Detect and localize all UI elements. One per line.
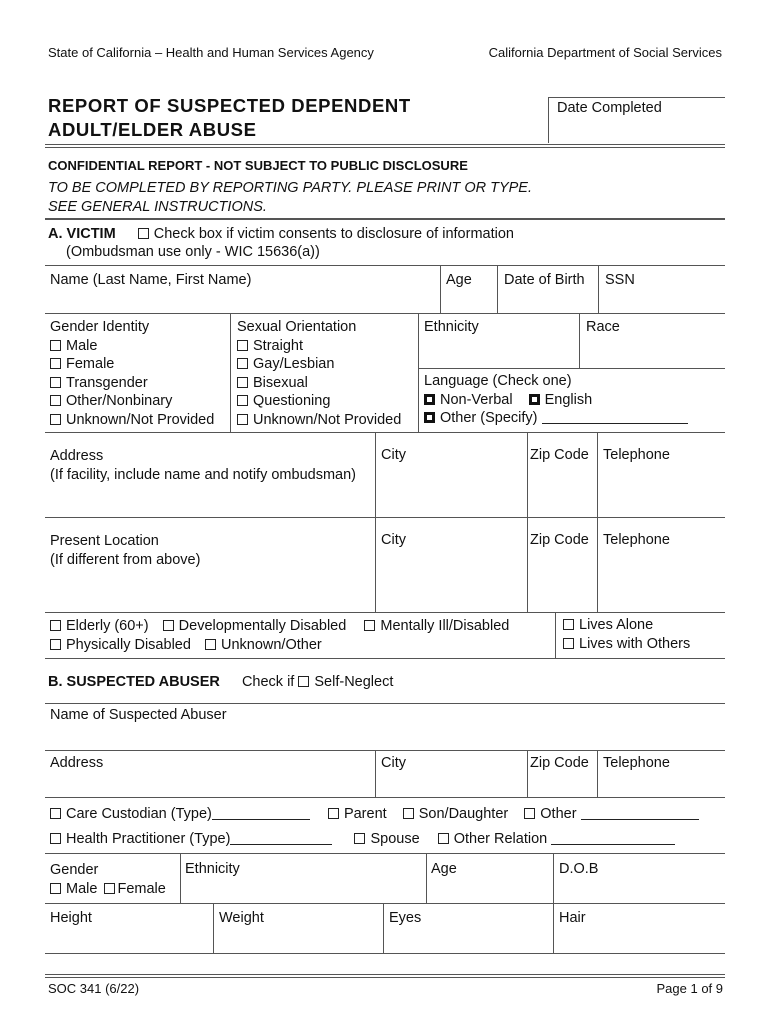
- other-checkbox[interactable]: Other: [524, 806, 698, 822]
- present-zip-field[interactable]: Zip Code: [530, 532, 589, 548]
- abuser-height-field[interactable]: Height: [50, 910, 92, 926]
- abuser-hair-field[interactable]: Hair: [559, 910, 586, 926]
- gender-option-other[interactable]: Other/Nonbinary: [50, 392, 214, 411]
- abuser-zip-field[interactable]: Zip Code: [530, 755, 589, 771]
- elderly-checkbox[interactable]: Elderly (60+): [50, 618, 149, 634]
- check-if-label: Check if: [241, 674, 295, 690]
- son-daughter-checkbox[interactable]: Son/Daughter: [403, 806, 508, 822]
- orientation-option-straight[interactable]: Straight: [237, 337, 401, 356]
- abuser-age-field[interactable]: Age: [431, 861, 457, 877]
- lives-alone-checkbox[interactable]: Lives Alone: [563, 616, 690, 635]
- orientation-option-questioning[interactable]: Questioning: [237, 392, 401, 411]
- form-id: SOC 341 (6/22): [48, 981, 140, 996]
- abuser-ethnicity-field[interactable]: Ethnicity: [185, 861, 240, 877]
- abuser-male-checkbox[interactable]: Male: [50, 881, 97, 897]
- abuser-city-field[interactable]: City: [381, 755, 406, 771]
- health-practitioner-checkbox[interactable]: Health Practitioner (Type): [50, 831, 332, 847]
- instructions-line1: TO BE COMPLETED BY REPORTING PARTY. PLEASE PRINT OR TYPE.: [48, 180, 533, 196]
- victim-age-field[interactable]: Age: [446, 272, 472, 288]
- date-completed-field[interactable]: Date Completed: [557, 100, 662, 116]
- consent-note: (Ombudsman use only - WIC 15636(a)): [66, 244, 320, 260]
- sexual-orientation-group: [237, 318, 401, 429]
- care-custodian-checkbox[interactable]: Care Custodian (Type): [50, 806, 310, 822]
- self-neglect-checkbox[interactable]: Self-Neglect: [298, 674, 393, 690]
- present-telephone-field[interactable]: Telephone: [603, 532, 670, 548]
- victim-name-field[interactable]: Name (Last Name, First Name): [50, 272, 252, 288]
- abuser-dob-field[interactable]: D.O.B: [559, 861, 599, 877]
- abuser-gender-label: Gender: [50, 862, 99, 878]
- parent-checkbox[interactable]: Parent: [328, 806, 387, 822]
- instructions-line2: SEE GENERAL INSTRUCTIONS.: [48, 199, 267, 215]
- consent-checkbox[interactable]: [138, 228, 149, 239]
- consent-label: Check box if victim consents to disclosure of information: [153, 226, 514, 242]
- confidential-notice: CONFIDENTIAL REPORT - NOT SUBJECT TO PUBLIC DISCLOSURE: [48, 158, 468, 173]
- abuser-female-checkbox[interactable]: Female: [101, 881, 165, 897]
- language-other-option[interactable]: Other (Specify): [424, 409, 688, 428]
- abuser-name-field[interactable]: Name of Suspected Abuser: [50, 707, 227, 723]
- orientation-option-gay-lesbian[interactable]: Gay/Lesbian: [237, 355, 401, 374]
- language-nonverbal-option[interactable]: Non-Verbal: [424, 392, 513, 408]
- living-situation-group: [563, 616, 690, 654]
- abuser-address-field[interactable]: Address: [50, 755, 104, 771]
- form-title-line1: REPORT OF SUSPECTED DEPENDENT: [48, 95, 411, 116]
- gender-identity-group: [50, 318, 214, 429]
- present-location-field[interactable]: Present Location (If different from above): [50, 533, 201, 568]
- agency-name: State of California – Health and Human Services Agency: [48, 45, 374, 60]
- victim-dob-field[interactable]: Date of Birth: [504, 272, 585, 288]
- victim-ssn-field[interactable]: SSN: [605, 272, 635, 288]
- abuser-eyes-field[interactable]: Eyes: [389, 910, 422, 926]
- page-number: Page 1 of 9: [656, 981, 723, 996]
- mentally-ill-checkbox[interactable]: Mentally Ill/Disabled: [364, 618, 509, 634]
- unknown-other-checkbox[interactable]: Unknown/Other: [205, 637, 322, 653]
- sexual-orientation-label: Sexual Orientation: [237, 319, 357, 335]
- lives-with-others-checkbox[interactable]: Lives with Others: [563, 635, 690, 654]
- victim-address-field[interactable]: Address (If facility, include name and notify ombudsman): [50, 448, 356, 483]
- gender-option-unknown[interactable]: Unknown/Not Provided: [50, 411, 214, 430]
- spouse-checkbox[interactable]: Spouse: [354, 831, 419, 847]
- victim-section-header: [48, 226, 514, 242]
- victim-telephone-field[interactable]: Telephone: [603, 447, 670, 463]
- orientation-option-bisexual[interactable]: Bisexual: [237, 374, 401, 393]
- language-english-option[interactable]: English: [529, 392, 593, 408]
- language-label: Language (Check one): [424, 373, 572, 389]
- other-relation-checkbox[interactable]: Other Relation: [438, 831, 676, 847]
- language-group: [424, 372, 688, 428]
- department-name: California Department of Social Services: [488, 45, 722, 60]
- abuser-weight-field[interactable]: Weight: [219, 910, 264, 926]
- victim-city-field[interactable]: City: [381, 447, 406, 463]
- victim-heading: A. VICTIM: [48, 226, 116, 242]
- physically-disabled-checkbox[interactable]: Physically Disabled: [50, 637, 191, 653]
- abuser-gender-group: [50, 861, 166, 899]
- orientation-option-unknown[interactable]: Unknown/Not Provided: [237, 411, 401, 430]
- relationship-row-2: [50, 831, 675, 847]
- gender-option-female[interactable]: Female: [50, 355, 214, 374]
- abuser-section-header: [48, 674, 393, 690]
- abuser-heading: B. SUSPECTED ABUSER: [48, 674, 220, 690]
- gender-option-male[interactable]: Male: [50, 337, 214, 356]
- gender-option-transgender[interactable]: Transgender: [50, 374, 214, 393]
- victim-conditions-group: [50, 617, 509, 655]
- developmentally-disabled-checkbox[interactable]: Developmentally Disabled: [163, 618, 347, 634]
- form-title-line2: ADULT/ELDER ABUSE: [48, 119, 257, 140]
- victim-race-field[interactable]: Race: [586, 319, 620, 335]
- gender-identity-label: Gender Identity: [50, 319, 150, 335]
- abuser-telephone-field[interactable]: Telephone: [603, 755, 670, 771]
- victim-ethnicity-field[interactable]: Ethnicity: [424, 319, 479, 335]
- relationship-row-1: [50, 806, 699, 822]
- victim-zip-field[interactable]: Zip Code: [530, 447, 589, 463]
- present-city-field[interactable]: City: [381, 532, 406, 548]
